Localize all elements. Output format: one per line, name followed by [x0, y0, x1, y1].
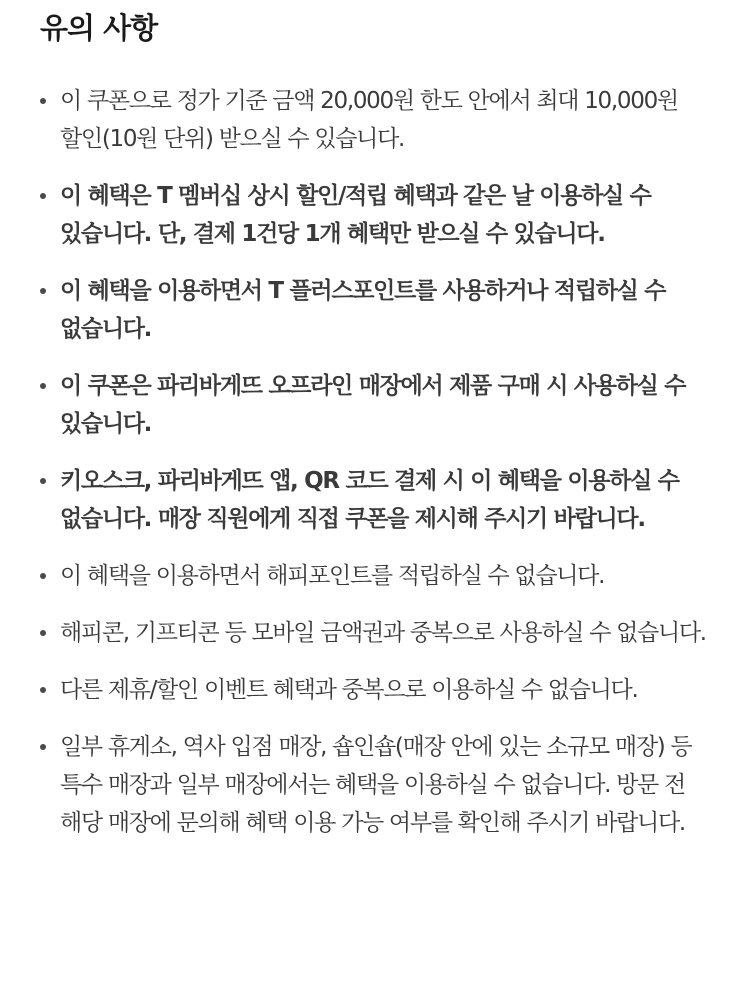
bullet-dot-icon	[40, 383, 46, 389]
notice-text: 일부 휴게소, 역사 입점 매장, 숍인숍(매장 안에 있는 소규모 매장) 등 특수 매장과 일부 매장에서는 혜택을 이용하실 수 없습니다. 방문 전 해당 매장에 문의해 혜택 이용 가능 여부를 확인해 주시기 바랍니다.	[60, 734, 692, 836]
bullet-dot-icon	[40, 288, 46, 294]
notice-text: 이 쿠폰으로 정가 기준 금액 20,000원 한도 안에서 최대 10,000원 할인(10원 단위) 받으실 수 있습니다.	[60, 88, 678, 152]
list-item	[40, 614, 720, 652]
notice-text: 해피콘, 기프티콘 등 모바일 금액권과 중복으로 사용하실 수 없습니다.	[60, 620, 706, 646]
list-item	[40, 557, 720, 595]
list-item	[40, 728, 720, 842]
notice-text: 키오스크, 파리바게뜨 앱, QR 코드 결제 시 이 혜택을 이용하실 수 없습니다. 매장 직원에게 직접 쿠폰을 제시해 주시기 바랍니다.	[60, 468, 679, 532]
page-title: 유의 사항	[40, 11, 158, 45]
notice-text: 이 혜택을 이용하면서 해피포인트를 적립하실 수 없습니다.	[60, 563, 605, 589]
list-item	[40, 272, 720, 348]
notice-text: 이 혜택을 이용하면서 T 플러스포인트를 사용하거나 적립하실 수 없습니다.	[60, 278, 666, 342]
bullet-dot-icon	[40, 687, 46, 693]
list-item	[40, 671, 720, 709]
list-item	[40, 367, 720, 443]
bullet-dot-icon	[40, 193, 46, 199]
bullet-dot-icon	[40, 98, 46, 104]
list-item	[40, 82, 720, 158]
bullet-dot-icon	[40, 744, 46, 750]
list-item	[40, 177, 720, 253]
bullet-dot-icon	[40, 478, 46, 484]
notice-text: 다른 제휴/할인 이벤트 혜택과 중복으로 이용하실 수 없습니다.	[60, 677, 638, 703]
bullet-dot-icon	[40, 630, 46, 636]
notice-text: 이 혜택은 T 멤버십 상시 할인/적립 혜택과 같은 날 이용하실 수 있습니다. 단, 결제 1건당 1개 혜택만 받으실 수 있습니다.	[60, 183, 651, 247]
notice-list	[40, 82, 720, 842]
notice-text: 이 쿠폰은 파리바게뜨 오프라인 매장에서 제품 구매 시 사용하실 수 있습니다.	[60, 373, 686, 437]
list-item	[40, 462, 720, 538]
bullet-dot-icon	[40, 573, 46, 579]
